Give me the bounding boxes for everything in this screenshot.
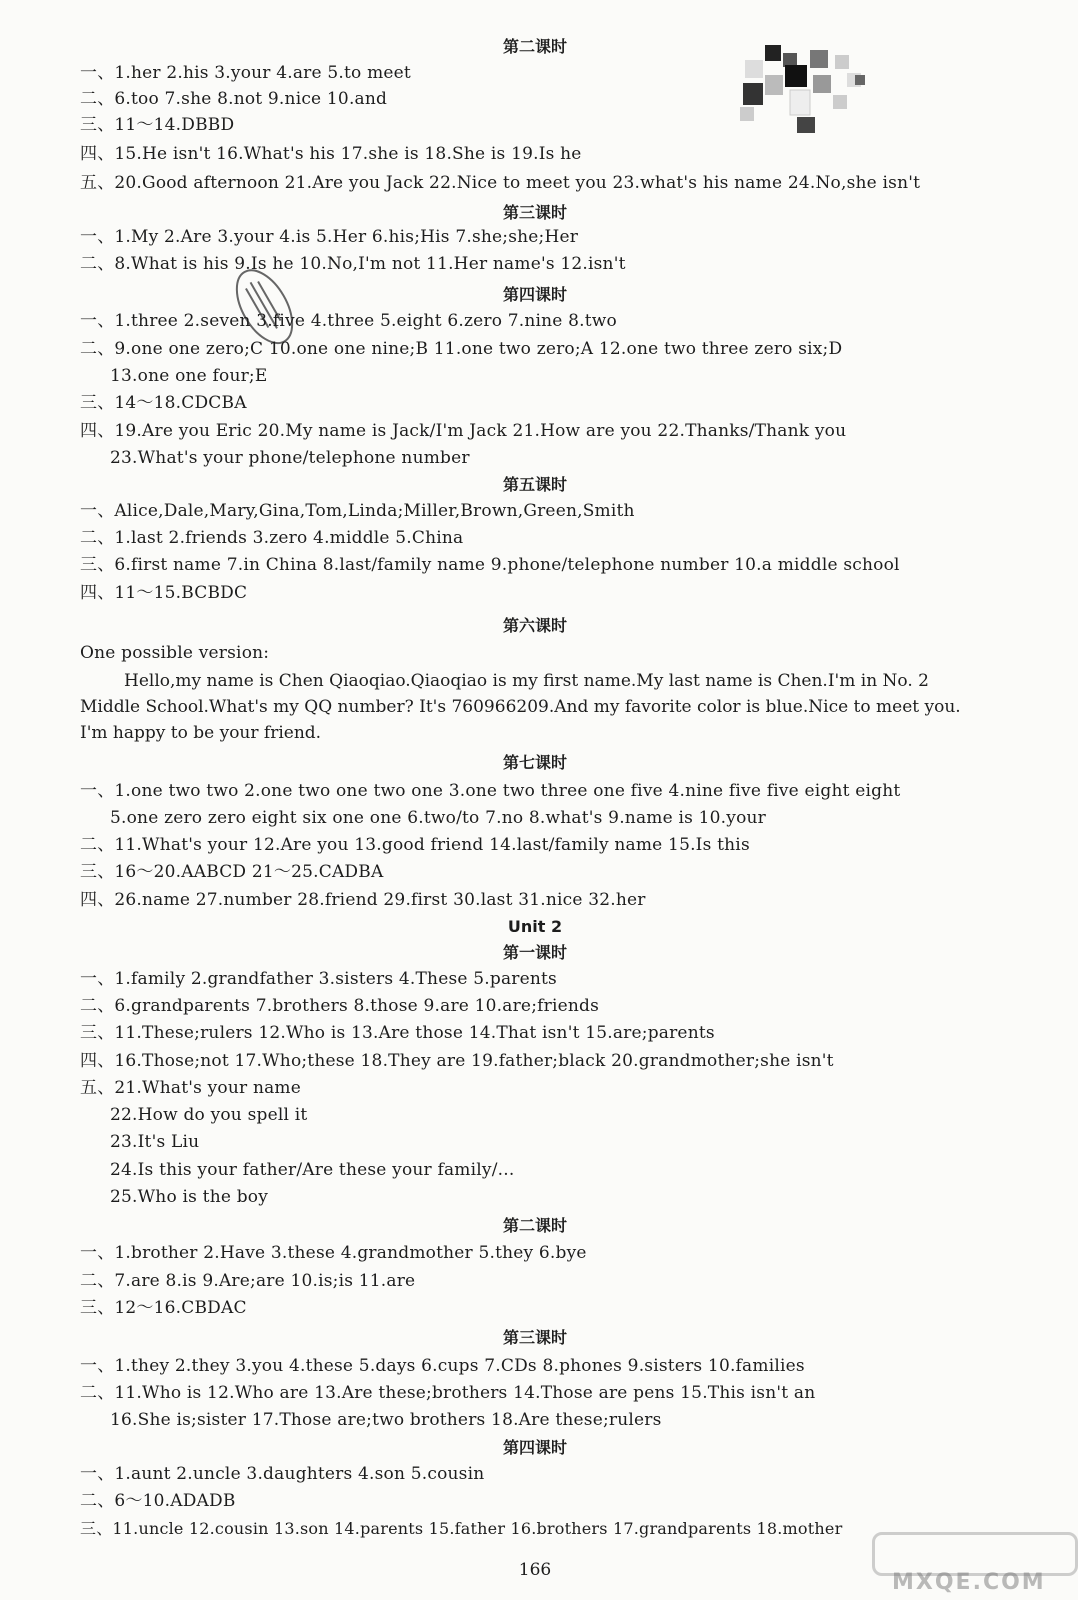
heading-unit2-lesson-3: 第三课时 (502, 1328, 567, 1347)
answer-line: 13.one one four;E (110, 366, 268, 386)
answer-line: 一、1.one two two 2.one two one two one 3.one two three one five 4.nine five five eight eight (80, 781, 901, 801)
heading-lesson-4: 第四课时 (502, 285, 567, 304)
answer-line: 22.How do you spell it (110, 1105, 308, 1125)
answer-line: 二、6～10.ADADB (80, 1491, 236, 1511)
essay-label: One possible version: (80, 643, 270, 663)
answer-line: 5.one zero zero eight six one one 6.two/to 7.no 8.what's 9.name is 10.your (110, 808, 766, 828)
watermark-text: MXQE.COM (892, 1570, 1046, 1595)
answer-line: 四、19.Are you Eric 20.My name is Jack/I'm Jack 21.How are you 22.Thanks/Thank you (80, 421, 847, 441)
heading-lesson-6: 第六课时 (502, 616, 567, 635)
answer-line: 五、20.Good afternoon 21.Are you Jack 22.Nice to meet you 23.what's his name 24.No,she isn't (80, 173, 921, 193)
answer-line: 二、8.What is his 9.Is he 10.No,I'm not 11.Her name's 12.isn't (80, 254, 626, 274)
answer-line: 三、11.These;rulers 12.Who is 13.Are those 14.That isn't 15.are;parents (80, 1023, 715, 1043)
answer-line: 16.She is;sister 17.Those are;two brothers 18.Are these;rulers (110, 1410, 662, 1430)
heading-lesson-5: 第五课时 (502, 475, 567, 494)
heading-lesson-7: 第七课时 (502, 753, 567, 772)
answer-line: 二、6.too 7.she 8.not 9.nice 10.and (80, 89, 388, 109)
answer-line: 23.What's your phone/telephone number (110, 448, 470, 468)
answer-line: 一、1.her 2.his 3.your 4.are 5.to meet (80, 63, 411, 83)
answer-line: 二、6.grandparents 7.brothers 8.those 9.are 10.are;friends (80, 996, 599, 1016)
essay-paragraph: Hello,my name is Chen Qiaoqiao.Qiaoqiao is my first name.My last name is Chen.I'm in No. 2 Middle School.What's my QQ number? It's 760966209.And my favorite color is blue.Nice to meet you. I'm happy to be your friend. (80, 671, 961, 743)
heading-unit2-lesson-1: 第一课时 (502, 943, 567, 962)
answer-line: 二、11.Who is 12.Who are 13.Are these;brothers 14.Those are pens 15.This isn't an (80, 1383, 816, 1403)
heading-unit2-lesson-2: 第二课时 (502, 1216, 567, 1235)
answer-line: 一、Alice,Dale,Mary,Gina,Tom,Linda;Miller,Brown,Green,Smith (80, 501, 635, 521)
answer-line: 五、21.What's your name (80, 1078, 302, 1098)
heading-lesson-2: 第二课时 (502, 37, 567, 56)
answer-line: 二、11.What's your 12.Are you 13.good friend 14.last/family name 15.Is this (80, 835, 750, 855)
answer-line: 三、11.uncle 12.cousin 13.son 14.parents 15.father 16.brothers 17.grandparents 18.mother (80, 1519, 843, 1538)
answer-line: 四、15.He isn't 16.What's his 17.she is 18.She is 19.Is he (80, 144, 582, 164)
heading-unit2-lesson-4: 第四课时 (502, 1438, 567, 1457)
answer-line: 四、11～15.BCBDC (80, 583, 248, 603)
answer-line: 二、9.one one zero;C 10.one one nine;B 11.one two zero;A 12.one two three zero six;D (80, 339, 843, 359)
answer-line: 一、1.they 2.they 3.you 4.these 5.days 6.cups 7.CDs 8.phones 9.sisters 10.families (80, 1356, 805, 1376)
answer-line: 三、16～20.AABCD 21～25.CADBA (80, 862, 384, 882)
answer-line: 一、1.family 2.grandfather 3.sisters 4.These 5.parents (80, 969, 557, 989)
answer-line: 四、26.name 27.number 28.friend 29.first 30.last 31.nice 32.her (80, 890, 646, 910)
watermark-logo (872, 1528, 1072, 1598)
answer-line: 24.Is this your father/Are these your family/... (110, 1160, 515, 1180)
answer-line: 二、7.are 8.is 9.Are;are 10.is;is 11.are (80, 1271, 416, 1291)
answer-line: 一、1.aunt 2.uncle 3.daughters 4.son 5.cousin (80, 1464, 485, 1484)
answer-line: 二、1.last 2.friends 3.zero 4.middle 5.China (80, 528, 464, 548)
answer-line: 三、12～16.CBDAC (80, 1298, 247, 1318)
answer-line: 23.It's Liu (110, 1132, 200, 1152)
answer-line: 三、11～14.DBBD (80, 115, 235, 135)
unit-title: Unit 2 (507, 917, 563, 936)
heading-lesson-3: 第三课时 (502, 203, 567, 222)
answer-line: 一、1.brother 2.Have 3.these 4.grandmother 5.they 6.bye (80, 1243, 587, 1263)
answer-line: 三、6.first name 7.in China 8.last/family name 9.phone/telephone number 10.a middle school (80, 555, 900, 575)
answer-line: 25.Who is the boy (110, 1187, 269, 1207)
answer-line: 一、1.three 2.seven 3.five 4.three 5.eight 6.zero 7.nine 8.two (80, 311, 617, 331)
answer-line: 四、16.Those;not 17.Who;these 18.They are 19.father;black 20.grandmother;she isn't (80, 1051, 834, 1071)
answer-line: 一、1.My 2.Are 3.your 4.is 5.Her 6.his;His 7.she;she;Her (80, 227, 579, 247)
answer-line: 三、14～18.CDCBA (80, 393, 247, 413)
page-number: 166 (518, 1560, 552, 1580)
